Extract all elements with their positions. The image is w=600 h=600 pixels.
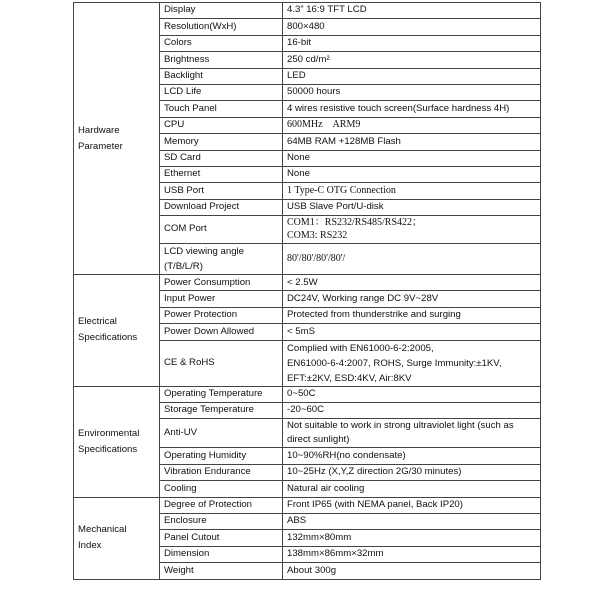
spec-label: Input Power	[160, 291, 283, 307]
spec-value: Front IP65 (with NEMA panel, Back IP20)	[283, 497, 541, 513]
spec-label: Dimension	[160, 546, 283, 562]
spec-value: 10~90%RH(no condensate)	[283, 448, 541, 464]
group-mechanical: Mechanical Index	[74, 497, 160, 579]
spec-label: Ethernet	[160, 166, 283, 182]
spec-value: None	[283, 150, 541, 166]
spec-value: Not suitable to work in strong ultraviolet light (such as direct sunlight)	[283, 419, 541, 448]
spec-value: 0~50C	[283, 386, 541, 402]
spec-label: Power Protection	[160, 307, 283, 323]
spec-value: 16-bit	[283, 35, 541, 51]
spec-table	[73, 2, 541, 580]
spec-value: LED	[283, 68, 541, 84]
spec-value: 132mm×80mm	[283, 530, 541, 546]
spec-value: 10~25Hz (X,Y,Z direction 2G/30 minutes)	[283, 464, 541, 480]
spec-label: LCD Life	[160, 84, 283, 100]
group-hardware: Hardware Parameter	[74, 3, 160, 275]
spec-label: Operating Temperature	[160, 386, 283, 402]
spec-value: 50000 hours	[283, 84, 541, 100]
spec-label: LCD viewing angle (T/B/L/R)	[160, 244, 283, 275]
group-environmental: Environmental Specifications	[74, 386, 160, 497]
spec-value: None	[283, 166, 541, 182]
spec-label: Resolution(WxH)	[160, 19, 283, 35]
spec-label: USB Port	[160, 183, 283, 199]
spec-label: Power Down Allowed	[160, 324, 283, 340]
spec-value: 64MB RAM +128MB Flash	[283, 134, 541, 150]
spec-label: Memory	[160, 134, 283, 150]
spec-value: 138mm×86mm×32mm	[283, 546, 541, 562]
spec-value: About 300g	[283, 563, 541, 579]
spec-label: Touch Panel	[160, 101, 283, 117]
spec-value: DC24V, Working range DC 9V~28V	[283, 291, 541, 307]
spec-value: 80'/80'/80'/80'/	[283, 244, 541, 275]
spec-value: 4.3” 16:9 TFT LCD	[283, 3, 541, 19]
spec-label: Weight	[160, 563, 283, 579]
spec-label: Cooling	[160, 481, 283, 497]
spec-value: < 5mS	[283, 324, 541, 340]
spec-value: 4 wires resistive touch screen(Surface hardness 4H)	[283, 101, 541, 117]
table-row	[74, 497, 541, 513]
spec-value: ABS	[283, 513, 541, 529]
spec-value: 250 cd/m²	[283, 52, 541, 68]
spec-label: Vibration Endurance	[160, 464, 283, 480]
spec-label: Degree of Protection	[160, 497, 283, 513]
spec-label: Anti-UV	[160, 419, 283, 448]
spec-label: Panel Cutout	[160, 530, 283, 546]
spec-value: 1 Type-C OTG Connection	[283, 183, 541, 199]
spec-label: COM Port	[160, 216, 283, 244]
table-row	[74, 3, 541, 19]
spec-label: Colors	[160, 35, 283, 51]
spec-value: 600MHz ARM9	[283, 117, 541, 133]
spec-value: Natural air cooling	[283, 481, 541, 497]
spec-label: Backlight	[160, 68, 283, 84]
spec-value: Complied with EN61000-6-2:2005, EN61000-6-4:2007, ROHS, Surge Immunity:±1KV, EFT:±2KV, ESD:4KV, Air:8KV	[283, 340, 541, 386]
spec-value: Protected from thunderstrike and surging	[283, 307, 541, 323]
spec-label: Display	[160, 3, 283, 19]
spec-value: < 2.5W	[283, 275, 541, 291]
spec-label: Brightness	[160, 52, 283, 68]
spec-value: USB Slave Port/U-disk	[283, 199, 541, 215]
table-row	[74, 386, 541, 402]
spec-label: Download Project	[160, 199, 283, 215]
spec-label: CE & RoHS	[160, 340, 283, 386]
spec-value: COM1：RS232/RS485/RS422； COM3: RS232	[283, 216, 541, 244]
spec-label: Operating Humidity	[160, 448, 283, 464]
spec-label: SD Card	[160, 150, 283, 166]
spec-label: Enclosure	[160, 513, 283, 529]
spec-label: Storage Temperature	[160, 403, 283, 419]
spec-label: CPU	[160, 117, 283, 133]
table-row	[74, 275, 541, 291]
spec-value: 800×480	[283, 19, 541, 35]
spec-value: -20~60C	[283, 403, 541, 419]
spec-label: Power Consumption	[160, 275, 283, 291]
group-electrical: Electrical Specifications	[74, 275, 160, 387]
